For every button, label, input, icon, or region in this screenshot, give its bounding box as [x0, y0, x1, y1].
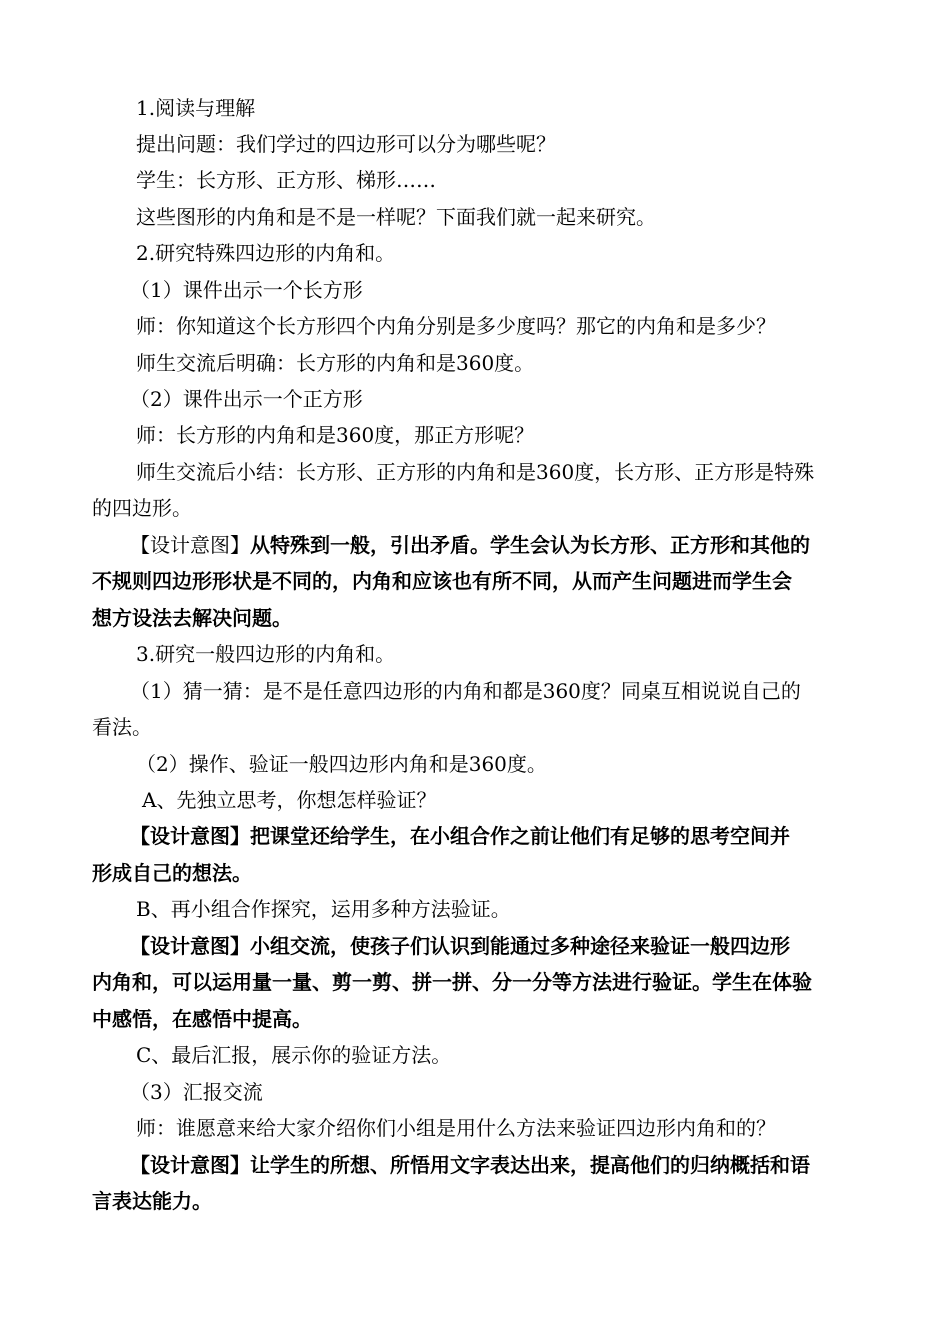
design-intent-1-line1	[130, 531, 810, 559]
paragraph-student-answer: 学生：长方形、正方形、梯形……	[136, 168, 436, 192]
step-guess-line1: （1）猜一猜：是不是任意四边形的内角和都是360度？同桌互相说说自己的	[130, 679, 801, 703]
design-intent-marker: 【设计意图】	[130, 533, 250, 557]
design-intent-2-line1	[130, 822, 790, 850]
paragraph-question: 提出问题：我们学过的四边形可以分为哪些呢？	[136, 132, 556, 156]
step-operate-verify: （2）操作、验证一般四边形内角和是360度。	[136, 752, 547, 776]
design-intent-4-line1	[130, 1151, 810, 1179]
paragraph-transition: 这些图形的内角和是不是一样呢？下面我们就一起来研究。	[136, 205, 656, 229]
design-intent-1-line3: 想方设法去解决问题。	[92, 606, 292, 630]
design-intent-text: 让学生的所想、所悟用文字表达出来，提高他们的归纳概括和语	[250, 1153, 810, 1177]
design-intent-3-line2: 内角和，可以运用量一量、剪一剪、拼一拼、分一分等方法进行验证。学生在体验	[92, 970, 812, 994]
paragraph-teacher-square: 师：长方形的内角和是360度，那正方形呢？	[136, 423, 535, 447]
design-intent-4-line2: 言表达能力。	[92, 1189, 212, 1213]
design-intent-text: 把课堂还给学生，在小组合作之前让他们有足够的思考空间并	[250, 824, 790, 848]
design-intent-marker: 【设计意图】	[130, 934, 250, 958]
paragraph-rectangle-conclusion: 师生交流后明确：长方形的内角和是360度。	[136, 351, 535, 375]
step-guess-line2: 看法。	[92, 715, 152, 739]
design-intent-3-line3: 中感悟，在感悟中提高。	[92, 1007, 312, 1031]
paragraph-summary-line2: 的四边形。	[92, 496, 192, 520]
design-intent-1-line2: 不规则四边形形状是不同的，内角和应该也有所不同，从而产生问题进而学生会	[92, 569, 792, 593]
paragraph-teacher-report: 师：谁愿意来给大家介绍你们小组是用什么方法来验证四边形内角和的？	[136, 1116, 776, 1140]
substep-c: C、最后汇报，展示你的验证方法。	[136, 1043, 452, 1067]
design-intent-3-line1	[130, 932, 790, 960]
heading-reading: 1.阅读与理解	[136, 96, 256, 120]
step-rectangle: （1）课件出示一个长方形	[130, 278, 363, 302]
design-intent-text: 从特殊到一般，引出矛盾。学生会认为长方形、正方形和其他的	[250, 533, 810, 557]
design-intent-2-line2: 形成自己的想法。	[92, 861, 252, 885]
design-intent-marker: 【设计意图】	[130, 1153, 250, 1177]
substep-b: B、再小组合作探究，运用多种方法验证。	[136, 897, 511, 921]
heading-general-quadrilateral: 3.研究一般四边形的内角和。	[136, 642, 396, 666]
design-intent-marker: 【设计意图】	[130, 824, 250, 848]
paragraph-teacher-rectangle: 师：你知道这个长方形四个内角分别是多少度吗？那它的内角和是多少？	[136, 314, 776, 338]
step-report: （3）汇报交流	[130, 1080, 263, 1104]
heading-special-quadrilateral: 2.研究特殊四边形的内角和。	[136, 241, 396, 265]
substep-a: A、先独立思考，你想怎样验证？	[142, 788, 437, 812]
step-square: （2）课件出示一个正方形	[130, 387, 363, 411]
paragraph-summary-line1: 师生交流后小结：长方形、正方形的内角和是360度，长方形、正方形是特殊	[136, 460, 815, 484]
design-intent-text: 小组交流，使孩子们认识到能通过多种途径来验证一般四边形	[250, 934, 790, 958]
